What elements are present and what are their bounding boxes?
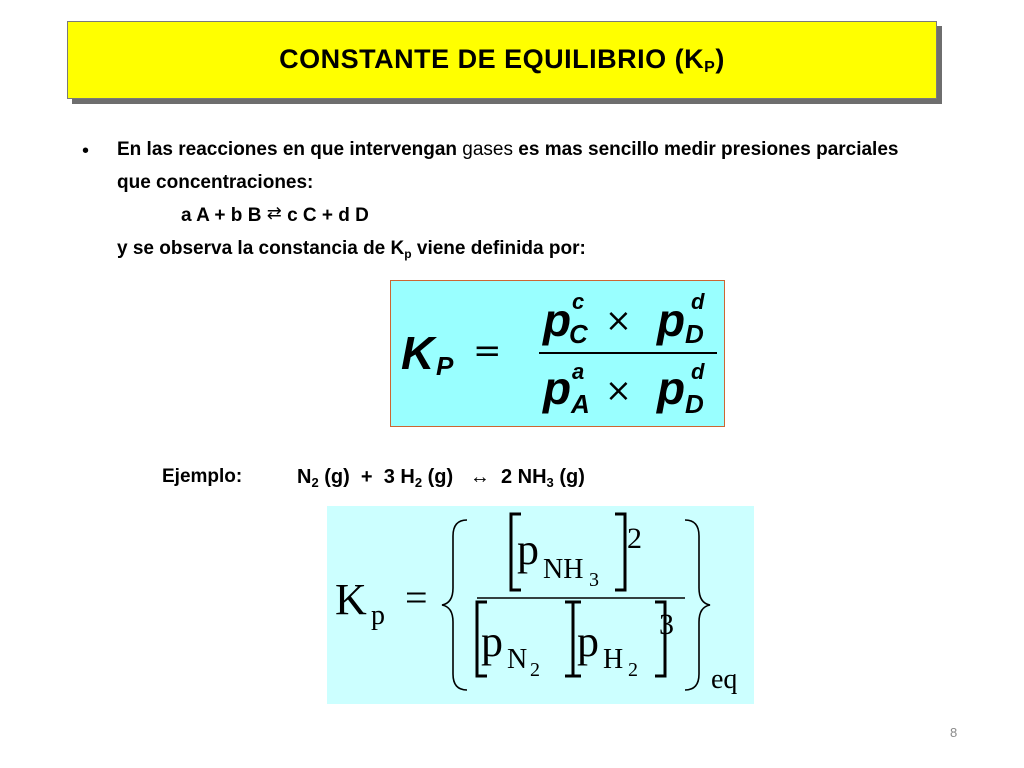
reversible-arrow-icon: ↔ xyxy=(469,466,490,488)
page-number: 8 xyxy=(950,725,958,740)
page-title: CONSTANTE DE EQUILIBRIO $(K_P)$ xyxy=(279,43,725,76)
fraction-bar xyxy=(539,352,717,354)
reaction-line: a A + b B ⇄ c C + d D xyxy=(117,199,917,232)
formula-brackets-svg xyxy=(327,506,754,704)
bullet-icon: • xyxy=(82,140,90,162)
equilibrium-arrows-icon: ⇄ xyxy=(266,203,282,223)
ammonia-kp-formula-box: K p = p NH 3 2 p N 2 p H 2 3 eq xyxy=(327,506,754,704)
example-reaction: $N_2$ (g) + 3 $H_2$ (g) ↔ 2 $NH_3$ (g) xyxy=(297,466,585,490)
kp-formula-box: K P = p c C × p d D p a A × p d D xyxy=(390,280,725,427)
bullet-paragraph: En las reacciones en que intervengan gases es mas sencillo medir presiones parciales que concentraciones: a A + b B ⇄ c C + d D y se observa la constancia de $K_p$ viene definida por: xyxy=(117,133,917,271)
title-banner xyxy=(67,21,937,99)
example-label: Ejemplo: xyxy=(162,466,243,487)
